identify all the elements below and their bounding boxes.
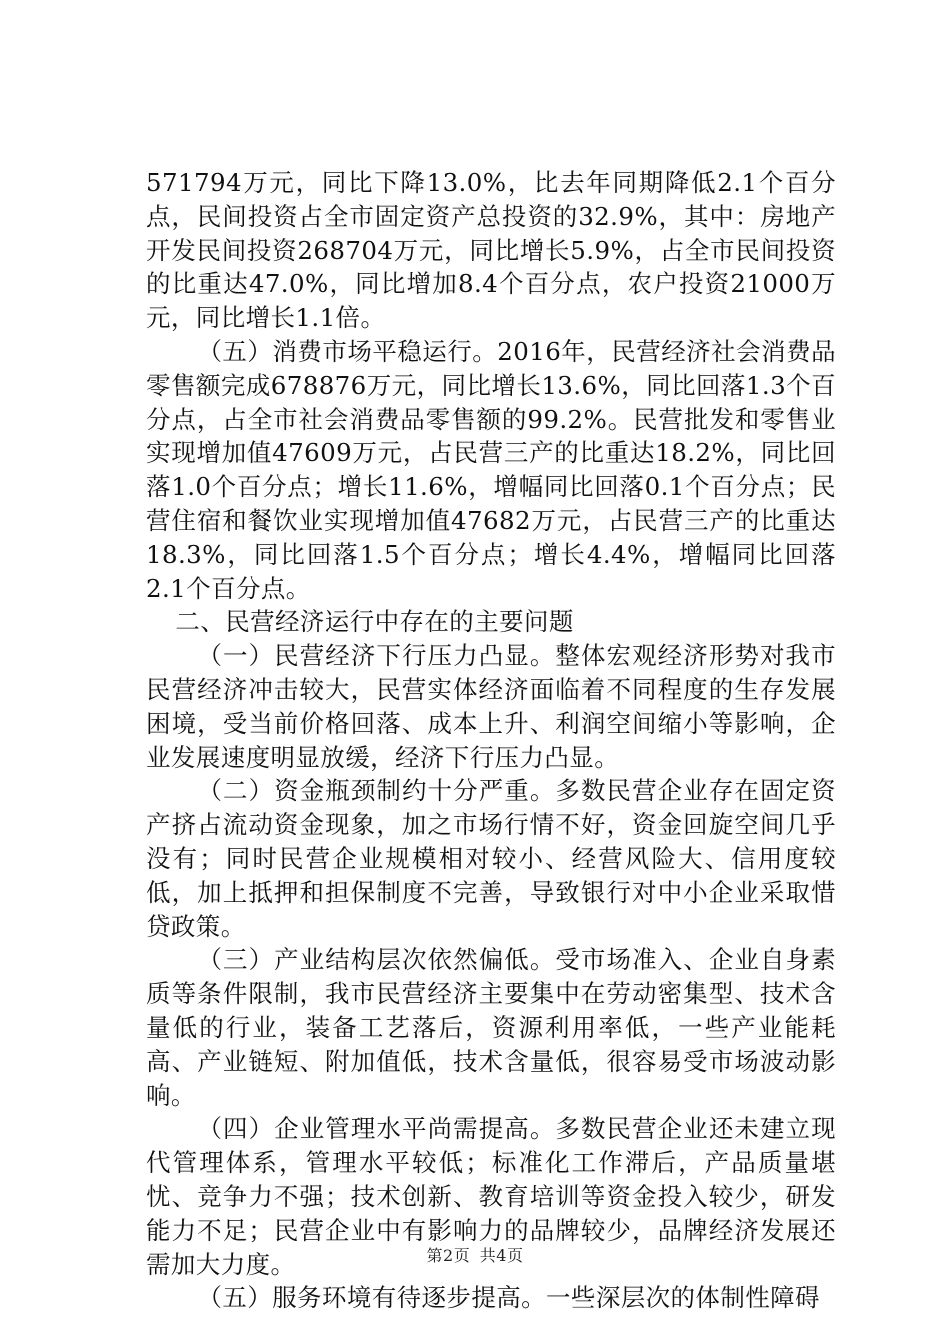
paragraph-investment-continued: 571794万元，同比下降13.0%，比去年同期降低2.1个百分点，民间投资占全市固定资产总投资的32.9%，其中：房地产开发民间投资268704万元，同比增长5.9%，占全市民间投资的比重达47.0%，同比增加8.4个百分点，农户投资21000万元，同比增长1.1倍。	[146, 168, 836, 333]
section-heading-main-problems: 二、民营经济运行中存在的主要问题	[175, 607, 574, 637]
page-total: 共4页	[479, 1246, 524, 1265]
paragraph-industrial-structure: （三）产业结构层次依然偏低。受市场准入、企业自身素质等条件限制，我市民营经济主要集中在劳动密集型、技术含量低的行业，装备工艺落后，资源利用率低，一些产业能耗高、产业链短、附加值低，技术含量低，很容易受市场波动影响。	[146, 945, 836, 1110]
paragraph-downward-pressure: （一）民营经济下行压力凸显。整体宏观经济形势对我市民营经济冲击较大，民营实体经济面临着不同程度的生存发展困境，受当前价格回落、成本上升、利润空间缩小等影响，企业发展速度明显放缓，经济下行压力凸显。	[146, 641, 836, 772]
page-number: 第2页	[426, 1246, 471, 1265]
page-footer	[0, 1243, 950, 1266]
paragraph-management-level: （四）企业管理水平尚需提高。多数民营企业还未建立现代管理体系，管理水平较低；标准化工作滞后，产品质量堪忧、竞争力不强；技术创新、教育培训等资金投入较少，研发能力不足；民营企业中有影响力的品牌较少，品牌经济发展还需加大力度。	[146, 1114, 836, 1279]
paragraph-service-environment: （五）服务环境有待逐步提高。一些深层次的体制性障碍	[197, 1283, 820, 1313]
document-body	[146, 166, 836, 1315]
paragraph-consumption-market: （五）消费市场平稳运行。2016年，民营经济社会消费品零售额完成678876万元，同比增长13.6%，同比回落1.3个百分点，占全市社会消费品零售额的99.2%。民营批发和零售业实现增加值47609万元，占民营三产的比重达18.2%，同比回落1.0个百分点；增长11.6%，增幅同比回落0.1个百分点；民营住宿和餐饮业实现增加值47682万元，占民营三产的比重达18.3%，同比回落1.5个百分点；增长4.4%，增幅同比回落2.1个百分点。	[146, 336, 836, 603]
paragraph-funding-bottleneck: （二）资金瓶颈制约十分严重。多数民营企业存在固定资产挤占流动资金现象，加之市场行情不好，资金回旋空间几乎没有；同时民营企业规模相对较小、经营风险大、信用度较低，加上抵押和担保制度不完善，导致银行对中小企业采取惜贷政策。	[146, 776, 836, 941]
